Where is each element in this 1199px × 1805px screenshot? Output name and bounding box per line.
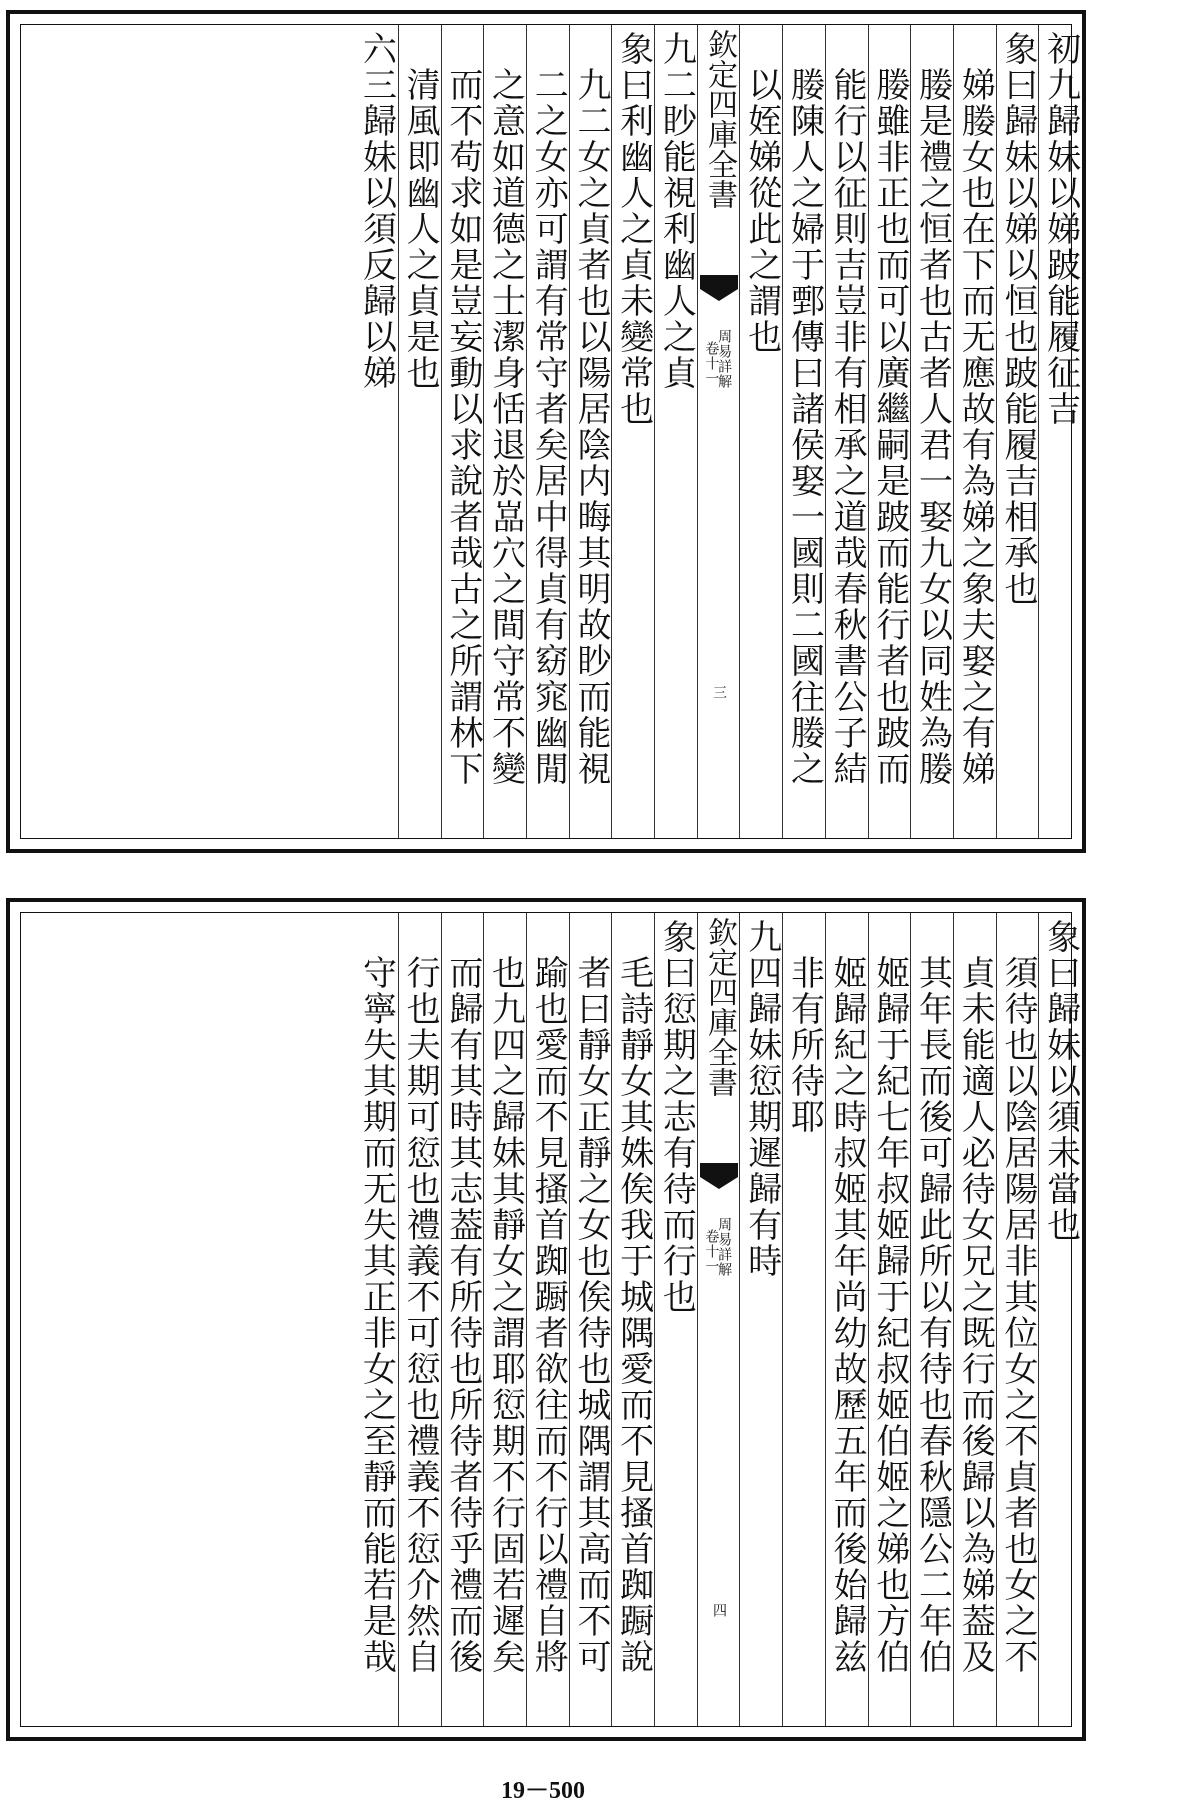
text-column	[355, 913, 398, 1726]
volume-label: 卷十一	[703, 1229, 720, 1274]
text-line: 其年長而後可歸此所以有待也春秋隱公二年伯	[912, 955, 953, 1675]
text-line: 非有所待耶	[784, 955, 825, 1135]
text-column	[355, 25, 398, 838]
text-line: 之意如道德之士潔身恬退於嵓穴之間守常不變	[485, 67, 526, 787]
text-line: 媵雖非正也而可以廣繼嗣是跛而能行者也跛而	[869, 67, 910, 787]
text-line: 象曰利幽人之貞未變常也	[613, 31, 654, 427]
text-column	[526, 913, 570, 1726]
text-column	[398, 25, 442, 838]
text-line: 象曰歸妹以須未當也	[1040, 919, 1081, 1243]
text-line: 象曰歸妹以娣以恒也跛能履吉相承也	[997, 31, 1038, 607]
text-line: 媵是禮之恒者也古者人君一娶九女以同姓為媵	[912, 67, 953, 787]
text-column	[739, 25, 783, 838]
text-column	[654, 25, 698, 838]
text-column	[910, 25, 954, 838]
text-column	[569, 913, 613, 1726]
top-page	[6, 10, 1086, 853]
text-line: 象曰愆期之志有待而行也	[656, 919, 697, 1315]
text-line: 貞未能適人必待女兄之既行而後歸以為娣葢及	[955, 955, 996, 1675]
text-column	[1038, 25, 1082, 838]
text-column	[953, 25, 997, 838]
text-column	[953, 913, 997, 1726]
text-column	[996, 25, 1040, 838]
text-column	[526, 25, 570, 838]
text-column	[782, 25, 826, 838]
text-column	[398, 913, 442, 1726]
book-subtitle: 周易詳解	[716, 1217, 733, 1277]
text-column	[739, 913, 783, 1726]
top-page-frame	[20, 24, 1081, 839]
text-column	[654, 913, 698, 1726]
text-column	[441, 913, 485, 1726]
text-column	[441, 25, 485, 838]
text-line: 毛詩靜女其姝俟我于城隅愛而不見搔首踟蹰說	[613, 955, 654, 1675]
text-column	[611, 913, 655, 1726]
text-column	[825, 25, 869, 838]
footer-page-ref: 19－500	[501, 1778, 585, 1804]
text-line: 以姪娣從此之謂也	[741, 67, 782, 355]
fishtail-mark-icon	[700, 1163, 738, 1189]
text-column	[910, 913, 954, 1726]
text-column	[782, 913, 826, 1726]
text-line: 行也夫期可愆也禮義不可愆也禮義不愆介然自	[400, 955, 441, 1675]
bottom-page	[6, 898, 1086, 1741]
text-line: 須待也以陰居陽居非其位女之不貞者也女之不	[997, 955, 1038, 1675]
text-line: 娣媵女也在下而无應故有為娣之象夫娶之有娣	[955, 67, 996, 787]
book-title: 欽定四庫全書	[702, 917, 738, 1097]
text-line: 者曰靜女正靜之女也俟待也城隅謂其高而不可	[570, 955, 611, 1675]
text-line: 媵陳人之婦于鄄傳曰諸侯娶一國則二國往媵之	[784, 67, 825, 787]
fishtail-mark-icon	[700, 275, 738, 301]
text-line: 而歸有其時其志葢有所待也所待者待乎禮而後	[442, 955, 483, 1675]
book-subtitle: 周易詳解	[716, 329, 733, 389]
text-column	[996, 913, 1040, 1726]
book-title: 欽定四庫全書	[702, 29, 738, 209]
text-line: 九二眇能視利幽人之貞	[656, 31, 697, 391]
text-line: 也九四之歸妹其靜女之謂耶愆期不行固若遲矣	[485, 955, 526, 1675]
text-line: 六三歸妹以須反歸以娣	[356, 31, 397, 391]
text-column	[1038, 913, 1082, 1726]
text-line: 九二女之貞者也以陽居陰内晦其明故眇而能視	[570, 67, 611, 787]
text-line: 而不苟求如是豈妄動以求說者哉古之所謂林下	[442, 67, 483, 787]
text-line: 二之女亦可謂有常守者矣居中得貞有窈窕幽閒	[528, 67, 569, 787]
text-line: 九四歸妹愆期遲歸有時	[741, 919, 782, 1279]
text-line: 能行以征則吉豈非有相承之道哉春秋書公子結	[827, 67, 868, 787]
text-column	[868, 25, 912, 838]
page-number: 四	[711, 1603, 728, 1618]
text-line: 守寧失其期而无失其正非女之至靜而能若是哉	[356, 955, 397, 1675]
center-gutter	[697, 25, 741, 838]
text-line: 姬歸紀之時叔姬其年尚幼故歷五年而後始歸兹	[827, 955, 868, 1675]
text-line: 初九歸妹以娣跛能履征吉	[1040, 31, 1081, 427]
text-column	[825, 913, 869, 1726]
text-column	[611, 25, 655, 838]
volume-label: 卷十一	[703, 341, 720, 386]
page-number: 三	[711, 685, 728, 700]
text-line: 踰也愛而不見搔首踟蹰者欲往而不行以禮自將	[528, 955, 569, 1675]
text-column	[569, 25, 613, 838]
text-column	[483, 25, 527, 838]
text-line: 清風即幽人之貞是也	[400, 67, 441, 391]
bottom-page-frame	[20, 912, 1081, 1727]
text-line: 姬歸于紀七年叔姬歸于紀叔姬伯姬之娣也方伯	[869, 955, 910, 1675]
text-column	[868, 913, 912, 1726]
center-gutter	[697, 913, 741, 1726]
text-column	[483, 913, 527, 1726]
